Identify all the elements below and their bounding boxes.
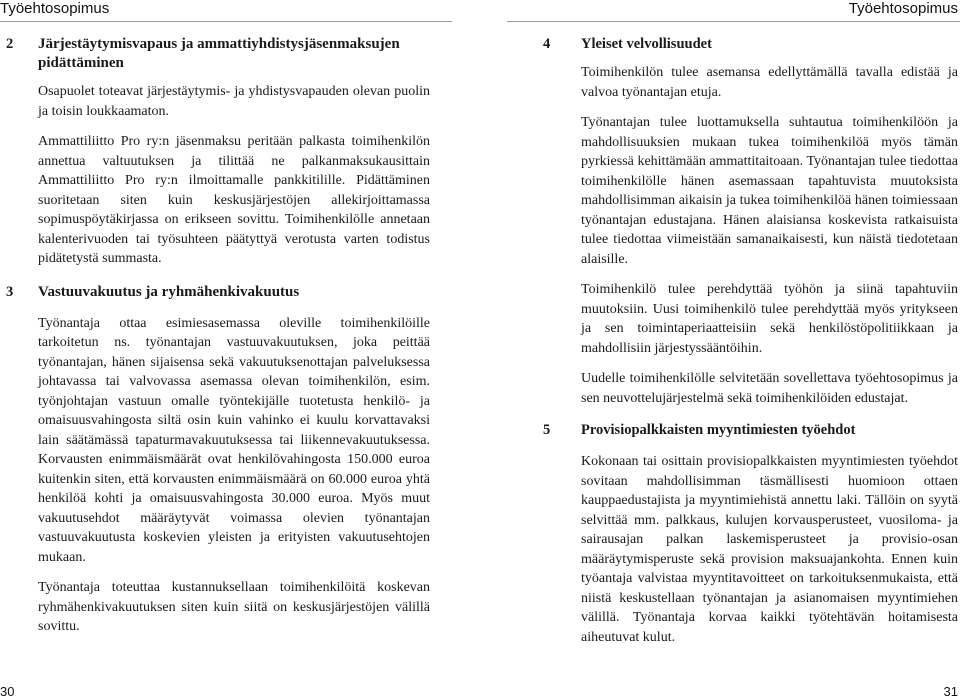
section-title: Vastuuvakuutus ja ryhmähenkivakuutus xyxy=(38,283,300,300)
left-page-column xyxy=(0,26,430,637)
section-3 xyxy=(0,283,430,637)
paragraph: Osapuolet toteavat järjestäytymis- ja yhdistysvapauden olevan puolin ja toisin loukkaamaton. xyxy=(38,84,430,119)
section-number: 5 xyxy=(543,422,551,438)
paragraph: Ammattiliitto Pro ry:n jäsenmaksu peritään palkasta toimihenkilön annettua valtuutuksen ja tilittää ne palkanmaksukausittain Ammattiliitto Pro ry:n ilmoittamalle pankkitilille. Pidättäminen suoritetaan siten kuin keskusjärjestöjen allekirjoittamassa sopimuspöytäkirjassa on erikseen sovittu. Toimihenkilölle annetaan kalenterivuoden tai työsuhteen päätyttyä verotusta varten todistus pidätetystä summasta. xyxy=(38,134,430,266)
page-number-left: 30 xyxy=(0,684,15,699)
section-number: 2 xyxy=(6,36,14,52)
section-heading xyxy=(543,421,958,440)
header-rule-right xyxy=(507,21,960,22)
section-heading xyxy=(543,35,958,54)
section-title: Provisiopalkkaisten myyntimiesten työehdot xyxy=(581,422,856,438)
section-title: Järjestäytymisvapaus ja ammattiyhdistysjäsenmaksujen pidättäminen xyxy=(38,36,400,71)
paragraph: Toimihenkilö tulee perehdyttää työhön ja siinä tapahtuviin muutoksiin. Uusi toimihenkilö tulee perehdyttää myös yritykseen ja sen toimintaperiaatteisiin sekä henkilöstöpolitiikkaan ja mahdollisiin järjestyssääntöihin. xyxy=(581,282,958,356)
paragraph: Toimihenkilön tulee asemansa edellyttämällä tavalla edistää ja valvoa työnantajan etuja. xyxy=(581,65,958,100)
section-number: 3 xyxy=(6,283,14,300)
running-head-right: Työehtosopimus xyxy=(848,0,958,17)
section-title: Yleiset velvollisuudet xyxy=(581,36,712,52)
section-4 xyxy=(543,35,958,408)
running-head-left: Työehtosopimus xyxy=(0,0,110,17)
page-number-right: 31 xyxy=(943,684,958,699)
header-rule-left xyxy=(0,21,452,22)
section-2 xyxy=(0,35,430,269)
paragraph: Työnantajan tulee luottamuksella suhtautua toimihenkilöön ja mahdollisuuksien mukaan tukea toimihenkilöä myös tämän pyrkiessä kehittämään ammattitaitoaan. Työnantajan tulee tiedottaa toimihenkilölle hänen asemassaan tapahtuvista muutoksista mahdollisimman aikaisin ja tukea toimihenkilöä hänen toimiessaan työnantajan edustajana. Hänen alaisiansa koskevista ratkaisuista tulee tiedottaa viimeistään samanaikaisesti, kun näistä tiedotetaan alaisille. xyxy=(581,115,958,267)
section-heading xyxy=(0,283,430,302)
paragraph: Uudelle toimihenkilölle selvitetään sovellettava työehtosopimus ja sen neuvottelujärjestelmä sekä toimihenkilöiden edustajat. xyxy=(581,371,958,406)
section-5 xyxy=(543,421,958,647)
right-page-column xyxy=(543,26,958,647)
paragraph: Työnantaja ottaa esimiesasemassa oleville toimihenkilöille tarkoitetun ns. työnantajan vastuuvakuutuksen, joka peittää työnantajan, hänen sijaisensa sekä vakuutuksenottajan palveluksessa johtavassa tai valvovassa asemassa olevan toimihenkilön, esim. työnjohtajan vastuun omalle työntekijälle tuotetusta henkilö- ja omaisuusvahingosta siltä osin kuin vahinko ei kuulu korvattavaksi lain säätämässä tapaturmavakuutuksessa tai liikennevakuutuksessa. Korvausten enimmäismäärät ovat henkilövahingosta 150.000 euroa kuitenkin siten, että korvausten enimmäismäärä on 60.000 euroa yhtä henkilöä kohti ja omaisuusvahingosta 30.000 euroa. Myös muut vakuutusehdot määräytyvät voimassa olevien työnantajan vastuuvakuutusta koskevien yleisten ja erityisten vakuutusehtojen mukaan. xyxy=(38,315,430,565)
paragraph: Työnantaja toteuttaa kustannuksellaan toimihenkilöitä koskevan ryhmähenkivakuutuksen siten kuin siitä on keskusjärjestöjen välillä sovittu. xyxy=(38,580,430,634)
section-heading xyxy=(0,35,430,73)
section-number: 4 xyxy=(543,36,551,52)
paragraph: Kokonaan tai osittain provisiopalkkaisten myyntimiesten työehdot sovitaan mahdollisimman täsmällisesti huomioon ottaen kauppaedustajista ja myyntimiehistä annettu laki. Tällöin on syytä selvittää mm. palkkaus, kulujen korvausperusteet, vuosiloma- ja sairausajan palkan laskemisperusteet ja provisio-osan määräytymisperuste sekä provision maksuajankohta. Ennen kuin työantaja valvistaa myyntitavoitteet on tarkoituksenmukaista, että niistä keskustellaan työnantajan ja asianomaisen myyntimiehen välillä. Työnantaja korvaa kaikki työtehtävän hoitamisesta aiheutuvat kulut. xyxy=(581,454,958,645)
